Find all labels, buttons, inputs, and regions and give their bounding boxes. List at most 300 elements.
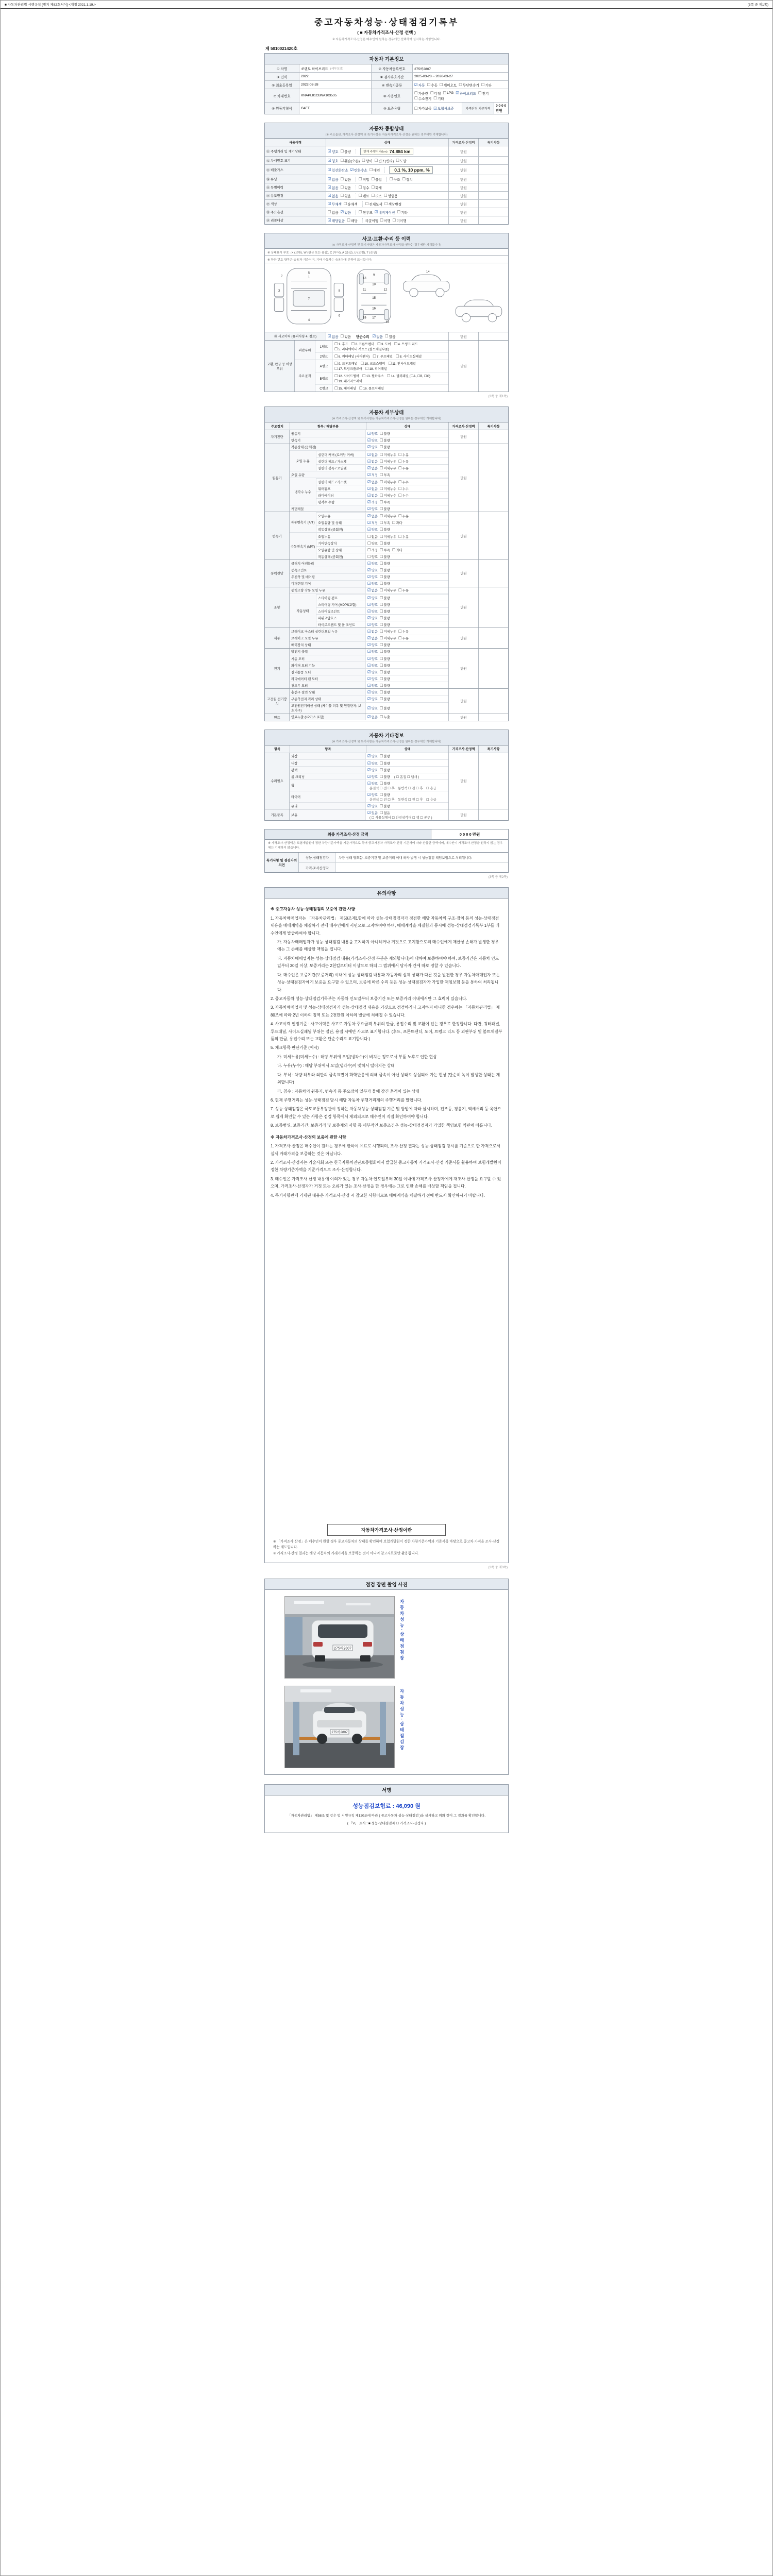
checkbox-option[interactable] (367, 527, 378, 532)
option-label: 없음 (371, 480, 378, 484)
checkbox-option[interactable] (328, 193, 338, 198)
option-label: 적정 (371, 500, 378, 504)
item-state (366, 505, 448, 512)
checkbox-option[interactable] (440, 82, 457, 88)
checkbox-option[interactable] (328, 334, 338, 339)
checkbox-option[interactable] (398, 466, 409, 470)
checkbox-option[interactable] (362, 374, 384, 378)
checkbox-option[interactable] (380, 452, 396, 457)
option-label: 없음 (331, 186, 339, 190)
checkbox-option[interactable] (481, 82, 492, 88)
checkbox-option[interactable] (365, 366, 387, 371)
checkbox-option[interactable] (380, 616, 390, 620)
checkbox-icon: ☐ (343, 201, 347, 206)
checkbox-option[interactable] (367, 690, 378, 694)
diagram-part-number: 19 (362, 316, 366, 320)
option-label: 3. 도어 (381, 343, 391, 346)
checkbox-option[interactable] (367, 706, 378, 710)
checkbox-option[interactable] (375, 210, 395, 215)
checkbox-option[interactable] (328, 218, 345, 223)
checkbox-option[interactable] (367, 466, 378, 470)
checkbox-option[interactable] (443, 91, 453, 95)
checkbox-option[interactable] (334, 342, 348, 346)
checkbox-option[interactable] (427, 82, 437, 88)
checkbox-option[interactable] (380, 548, 390, 552)
item-state (366, 621, 448, 628)
option-group (328, 149, 356, 154)
checkbox-option[interactable] (367, 616, 378, 620)
checkbox-option[interactable] (367, 431, 378, 436)
checkbox-option[interactable] (398, 588, 409, 592)
checkbox-option[interactable] (367, 459, 378, 464)
checkbox-option[interactable] (387, 374, 430, 378)
checkbox-icon: ☐ (384, 201, 388, 206)
checkbox-option[interactable] (367, 636, 378, 640)
checkbox-icon: ☐ (398, 629, 402, 634)
checkbox-option[interactable] (367, 676, 378, 681)
checkbox-option[interactable] (380, 602, 390, 607)
checkbox-option[interactable] (380, 445, 390, 449)
checkbox-option[interactable] (380, 754, 390, 758)
option-label: 있음 (344, 211, 351, 215)
checkbox-icon: ☑ (367, 602, 371, 607)
checkbox-option[interactable] (380, 466, 396, 470)
checkbox-option[interactable] (367, 520, 378, 525)
checkbox-option[interactable] (367, 506, 378, 511)
checkbox-option[interactable] (380, 706, 390, 710)
checkbox-option[interactable] (384, 201, 401, 207)
item-state (366, 533, 448, 539)
item-state (366, 492, 448, 498)
item-row (290, 635, 448, 641)
checkbox-option[interactable] (344, 201, 358, 207)
checkbox-option[interactable] (380, 663, 390, 668)
option-label: 도말 (399, 159, 407, 163)
checkbox-option[interactable] (380, 781, 390, 786)
checkbox-option[interactable] (372, 334, 382, 339)
option-label: 불량 (383, 690, 390, 694)
checkbox-option[interactable] (367, 622, 378, 627)
item-row (290, 689, 448, 696)
checkbox-option[interactable] (380, 588, 396, 592)
checkbox-option[interactable] (367, 774, 378, 779)
checkbox-option[interactable] (373, 354, 393, 359)
checkbox-option[interactable] (380, 500, 390, 504)
checkbox-icon: ☑ (328, 167, 331, 172)
checkbox-option[interactable] (367, 554, 378, 559)
checkbox-option[interactable] (334, 366, 362, 371)
checkbox-option[interactable] (367, 561, 378, 566)
field-label: ⑧ 사용연료 (371, 89, 412, 102)
checkbox-option[interactable] (367, 588, 378, 592)
checkbox-option[interactable] (367, 656, 378, 661)
checkbox-icon: ☐ (414, 96, 418, 100)
checkbox-option[interactable] (359, 386, 384, 391)
checkbox-option[interactable] (359, 193, 369, 198)
checkbox-icon: ☐ (430, 91, 434, 95)
checkbox-option[interactable] (367, 548, 378, 552)
checkbox-icon: ☑ (328, 185, 331, 190)
checkbox-option[interactable] (334, 386, 356, 391)
group-label: 리콜이행 (365, 219, 379, 223)
checkbox-option[interactable] (367, 715, 378, 719)
checkbox-option[interactable] (392, 548, 402, 552)
extra-value-box: 현재 주행거리(km) 74,884 km (360, 148, 413, 155)
checkbox-option[interactable] (393, 218, 407, 223)
checkbox-option[interactable] (414, 91, 428, 96)
checkbox-option[interactable] (380, 768, 390, 772)
remark-cell (478, 216, 508, 224)
item-state (326, 200, 448, 208)
checkbox-option[interactable] (367, 438, 378, 443)
checkbox-option[interactable] (334, 374, 359, 378)
checkbox-option[interactable] (380, 690, 390, 694)
checkbox-option[interactable] (380, 642, 390, 647)
checkbox-option[interactable] (359, 185, 369, 190)
checkbox-option[interactable] (380, 561, 390, 566)
checkbox-icon: ☐ (362, 374, 366, 378)
checkbox-option[interactable] (367, 486, 378, 491)
checkbox-option[interactable] (367, 493, 378, 498)
checkbox-option[interactable] (380, 472, 390, 477)
checkbox-option[interactable] (388, 361, 415, 366)
checkbox-option[interactable] (380, 438, 390, 443)
checkbox-icon: ☐ (334, 379, 338, 383)
checkbox-option[interactable] (392, 520, 402, 525)
checkbox-option[interactable] (396, 158, 406, 163)
remark-cell (478, 200, 508, 208)
checkbox-option[interactable] (380, 568, 390, 572)
checkbox-option[interactable] (380, 506, 390, 511)
item-state (366, 642, 448, 648)
checkbox-option[interactable] (414, 106, 431, 111)
checkbox-option[interactable] (328, 185, 338, 190)
checkbox-option[interactable] (380, 459, 396, 464)
checkbox-option[interactable] (328, 167, 348, 173)
item-row (290, 759, 448, 766)
checkbox-option[interactable] (398, 636, 409, 640)
checkbox-option[interactable] (334, 354, 369, 359)
checkbox-option[interactable] (396, 354, 422, 359)
checkbox-option[interactable] (398, 459, 409, 464)
checkbox-option[interactable] (359, 210, 373, 215)
transmission-options (412, 81, 508, 89)
checkbox-option[interactable] (367, 445, 378, 449)
checkbox-option[interactable] (380, 493, 396, 498)
diagram-part-number: 2 (280, 274, 283, 278)
checkbox-option[interactable] (377, 342, 391, 346)
checkbox-option[interactable] (380, 527, 390, 532)
vehicle-name: 쏘렌토 하이브리드 (세부모델) (299, 64, 371, 72)
checkbox-option[interactable] (367, 452, 378, 457)
option-label: 양호 (371, 623, 378, 627)
checkbox-icon: ☐ (334, 386, 338, 391)
device-group-label: 자기진단 (265, 430, 290, 444)
item-state (366, 791, 448, 802)
item-label: 커먼레일 (290, 505, 366, 512)
checkbox-option[interactable] (380, 670, 390, 674)
checkbox-option[interactable] (340, 185, 350, 190)
notes-paragraph: 7. 성능·상태점검은 국토교통부장관이 정하는 자동차성능·상태점검 기준 및 방법에 따라 실시하며, 전조등, 경음기, 액세서리 등 육안으로 쉽게 확인할 수 있는 사항은 점검 항목에서 제외되므로 매수인이 직접 확인하여야 합니다. (271, 1107, 501, 1119)
checkbox-option[interactable] (371, 177, 381, 182)
option-label: 자가보증 (418, 107, 432, 111)
checkbox-option[interactable] (367, 568, 378, 572)
checkbox-option[interactable] (380, 574, 390, 579)
checkbox-option[interactable] (380, 541, 390, 546)
checkbox-icon: ☐ (396, 158, 399, 163)
checkbox-option[interactable] (351, 342, 375, 346)
checkbox-option[interactable] (398, 486, 409, 491)
checkbox-option[interactable] (414, 82, 425, 88)
checkbox-option[interactable] (456, 91, 476, 96)
photos-body (265, 1590, 508, 1774)
notes-paragraph: 3. 매수인은 가격조사·산정 내용에 이의가 있는 경우 자동차 인도일부터 30일 이내에 가격조사·산정자에게 재조사·산정을 요구할 수 있으며, 가격조사·산정자가 거짓 또는 오류가 있는 조사·산정을 한 경우에는 그로 인한 손해를 배상할 책임을 집니다. (271, 1176, 501, 1189)
checkbox-option[interactable] (390, 177, 400, 182)
checkbox-option[interactable] (328, 149, 338, 154)
option-label: 불량 (383, 569, 390, 572)
checkbox-option[interactable] (367, 670, 378, 674)
checkbox-option[interactable] (369, 167, 380, 173)
checkbox-icon: ☐ (459, 82, 462, 87)
checkbox-option[interactable] (380, 804, 390, 808)
checkbox-option[interactable] (367, 480, 378, 484)
checkbox-option[interactable] (367, 629, 378, 634)
checkbox-option[interactable] (340, 158, 360, 163)
item-state (366, 437, 448, 444)
checkbox-option[interactable] (380, 581, 390, 586)
checkbox-option[interactable] (367, 596, 378, 600)
first-registration-date: 2022-03-28 (299, 81, 371, 89)
item-extra: 운전석 ☐ 전 ☐ 후 동반석 ☐ 전 ☐ 후 ☐ 응급 (369, 798, 436, 802)
checkbox-icon: ☐ (371, 185, 375, 190)
checkbox-option[interactable] (367, 500, 378, 504)
checkbox-option[interactable] (380, 697, 390, 701)
simple-repair-label: 단순수리 (356, 335, 369, 339)
checkbox-option[interactable] (367, 804, 378, 808)
price-survey-select: ( ■ 자동차가격조사·산정 선택 ) (357, 30, 416, 35)
price-box-line: ※ 가격조사·산정 결과는 해당 자동차의 거래가격을 보증하는 것이 아니며 참고자료로만 활용됩니다. (273, 1551, 419, 1555)
checkbox-option[interactable] (380, 609, 390, 614)
checkbox-option[interactable] (365, 201, 382, 207)
checkbox-option[interactable] (459, 82, 479, 88)
checkbox-option[interactable] (380, 656, 390, 661)
checkbox-option[interactable] (433, 96, 444, 101)
checkbox-option[interactable] (380, 792, 390, 797)
checkbox-icon: ☑ (367, 689, 371, 694)
checkbox-option[interactable] (380, 810, 390, 815)
checkbox-option[interactable] (433, 106, 454, 111)
checkbox-icon: ☐ (392, 520, 396, 525)
checkbox-icon: ☑ (367, 465, 371, 470)
column-header: 상태 (326, 139, 448, 146)
checkbox-option[interactable] (380, 218, 390, 223)
checkbox-option[interactable] (367, 768, 378, 772)
checkbox-option[interactable] (367, 781, 378, 786)
item-state (326, 192, 448, 199)
checkbox-option[interactable] (380, 761, 390, 766)
checkbox-icon: ☑ (374, 210, 378, 214)
option-label: 9. 프론트패널 (338, 362, 358, 366)
notes-paragraph: 가. 자동차매매업자가 성능·상태점검 내용을 고지하지 아니하거나 거짓으로 고지함으로써 매수인에게 재산상 손해가 발생한 경우에는 그 손해를 배상할 책임을 집니다. (277, 939, 499, 952)
checkbox-option[interactable] (350, 167, 367, 173)
device-group-label: 동력전달 (265, 560, 290, 587)
comprehensive-body (265, 146, 508, 224)
checkbox-option[interactable] (398, 452, 409, 457)
checkbox-option[interactable] (367, 472, 378, 477)
rank-label: B랭크 (315, 372, 333, 384)
checkbox-option[interactable] (394, 342, 418, 346)
checkbox-option[interactable] (430, 91, 441, 96)
option-label: 누유 (402, 535, 409, 539)
checkbox-option[interactable] (361, 361, 385, 366)
checkbox-icon: ☑ (367, 445, 371, 450)
item-label: ⑬ 배출가스 (265, 165, 326, 175)
checkbox-icon: ☐ (365, 366, 369, 371)
option-label: 양호 (371, 793, 378, 797)
checkbox-option[interactable] (367, 683, 378, 688)
checkbox-option[interactable] (367, 792, 378, 797)
price-box-lines (265, 1539, 508, 1563)
checkbox-icon: ☐ (379, 506, 383, 511)
checkbox-icon: ☑ (414, 82, 418, 87)
checkbox-option[interactable] (340, 334, 350, 339)
checkbox-option[interactable] (380, 715, 390, 719)
checkbox-option[interactable] (380, 774, 390, 779)
checkbox-icon: ☐ (358, 210, 362, 214)
checkbox-option[interactable] (398, 629, 409, 634)
checkbox-option[interactable] (334, 347, 389, 351)
rank-items (333, 385, 448, 392)
rank-label: A랭크 (315, 360, 333, 372)
checkbox-option[interactable] (359, 177, 369, 182)
notes-paragraph: ※ 중고자동차 성능·상태점검의 보증에 관한 사항 (271, 907, 356, 912)
checkbox-option[interactable] (380, 431, 390, 436)
checkbox-option[interactable] (398, 480, 409, 484)
checkbox-option[interactable] (367, 642, 378, 647)
checkbox-option[interactable] (398, 534, 409, 539)
checkbox-option[interactable] (367, 534, 378, 539)
checkbox-option[interactable] (340, 193, 350, 198)
remark-cell (478, 175, 508, 183)
misc-body (265, 753, 508, 821)
checkbox-option[interactable] (380, 554, 390, 559)
checkbox-option[interactable] (398, 493, 409, 498)
checkbox-icon: ☐ (369, 167, 373, 172)
option-label: 불량 (383, 446, 390, 450)
checkbox-option[interactable] (347, 218, 357, 223)
checkbox-option[interactable] (367, 810, 378, 815)
checkbox-option[interactable] (367, 541, 378, 546)
checkbox-option[interactable] (380, 649, 390, 654)
checkbox-option[interactable] (380, 629, 396, 634)
checkbox-option[interactable] (340, 210, 350, 215)
item-state (366, 615, 448, 621)
checkbox-option[interactable] (362, 158, 372, 163)
checkbox-option[interactable] (380, 636, 396, 640)
option-label: 없음 (371, 453, 378, 457)
item-row (316, 526, 448, 532)
remark-cell (478, 714, 508, 721)
checkbox-option[interactable] (398, 514, 409, 518)
checkbox-option[interactable] (385, 334, 395, 339)
notes-paragraph: 1. 자동차매매업자는 「자동차관리법」 제58조제1항에 따라 성능·상태점검자가 점검한 해당 자동차의 구조·장치 등의 성능·상태점검 내용을 매매계약을 체결하기 전에 매수인에게 서면으로 고지하여야 하며, 매매계약을 체결함과 동시에 성능·상태점검기록부 1부를 매수인에게 발급하여야 합니다. (271, 916, 499, 936)
checkbox-option[interactable] (478, 91, 489, 96)
device-group-label: 조향 (265, 587, 290, 628)
option-label: 누출 (383, 716, 390, 720)
checkbox-option[interactable] (367, 663, 378, 668)
checkbox-option[interactable] (367, 602, 378, 607)
checkbox-option[interactable] (334, 361, 358, 366)
checkbox-option[interactable] (367, 609, 378, 614)
checkbox-option[interactable] (334, 379, 362, 383)
checkbox-option[interactable] (371, 193, 381, 198)
checkbox-option[interactable] (328, 177, 338, 182)
checkbox-option[interactable] (380, 514, 396, 518)
checkbox-option[interactable] (380, 683, 390, 688)
checkbox-option[interactable] (380, 676, 390, 681)
checkbox-option[interactable] (367, 761, 378, 766)
checkbox-option[interactable] (371, 185, 381, 190)
device-group-label: 연료 (265, 714, 290, 721)
checkbox-option[interactable] (380, 486, 396, 491)
checkbox-icon: ☐ (398, 534, 402, 539)
checkbox-option[interactable] (402, 177, 412, 182)
accident-header: 사고·교환·수리 등 이력 (※ 가격조사·산정액 및 특기사항은 자동차가격조사·산정을 원하는 경우에만 기재합니다) (264, 233, 509, 249)
item-label: 와이퍼 모터 기능 (290, 662, 366, 668)
checkbox-option[interactable] (340, 149, 350, 154)
checkbox-option[interactable] (375, 158, 394, 163)
checkbox-option[interactable] (328, 210, 338, 215)
option-label: 18. 리어패널 (369, 367, 387, 371)
checkbox-option[interactable] (380, 596, 390, 600)
checkbox-option[interactable] (328, 158, 338, 163)
option-label: 장치 (406, 178, 413, 182)
checkbox-option[interactable] (367, 754, 378, 758)
checkbox-icon: ☑ (367, 767, 371, 772)
checkbox-option[interactable] (380, 520, 390, 525)
sub-group (290, 512, 448, 532)
checkbox-icon: ☐ (379, 520, 383, 525)
item-state (366, 485, 448, 492)
checkbox-icon: ☑ (367, 595, 371, 600)
checkbox-option[interactable] (367, 581, 378, 586)
checkbox-option[interactable] (380, 622, 390, 627)
item-label: 원동기 (290, 430, 366, 437)
checkbox-option[interactable] (328, 201, 342, 207)
checkbox-option[interactable] (397, 210, 407, 215)
item-state (366, 714, 448, 721)
checkbox-icon: ☐ (379, 697, 383, 701)
checkbox-option[interactable] (380, 480, 396, 484)
checkbox-option[interactable] (414, 96, 431, 101)
checkbox-option[interactable] (384, 193, 398, 198)
checkbox-option[interactable] (367, 574, 378, 579)
checkbox-icon: ☐ (379, 656, 383, 661)
item-label: 고전원전기배선 상태 (케이블 피복 및 연결단자, 보호기구) (290, 703, 366, 714)
checkbox-option[interactable] (367, 649, 378, 654)
option-label: 누유 (402, 453, 409, 457)
price-cell: 만원 (448, 192, 478, 199)
checkbox-option[interactable] (340, 177, 350, 182)
item-state (366, 526, 448, 532)
checkbox-option[interactable] (380, 534, 396, 539)
photo-row (284, 1686, 504, 1768)
option-label: 없음 (371, 487, 378, 491)
checkbox-option[interactable] (367, 697, 378, 701)
checkbox-option[interactable] (367, 514, 378, 518)
option-label: 보험사보증 (437, 107, 454, 111)
basic-info-table (264, 64, 509, 114)
